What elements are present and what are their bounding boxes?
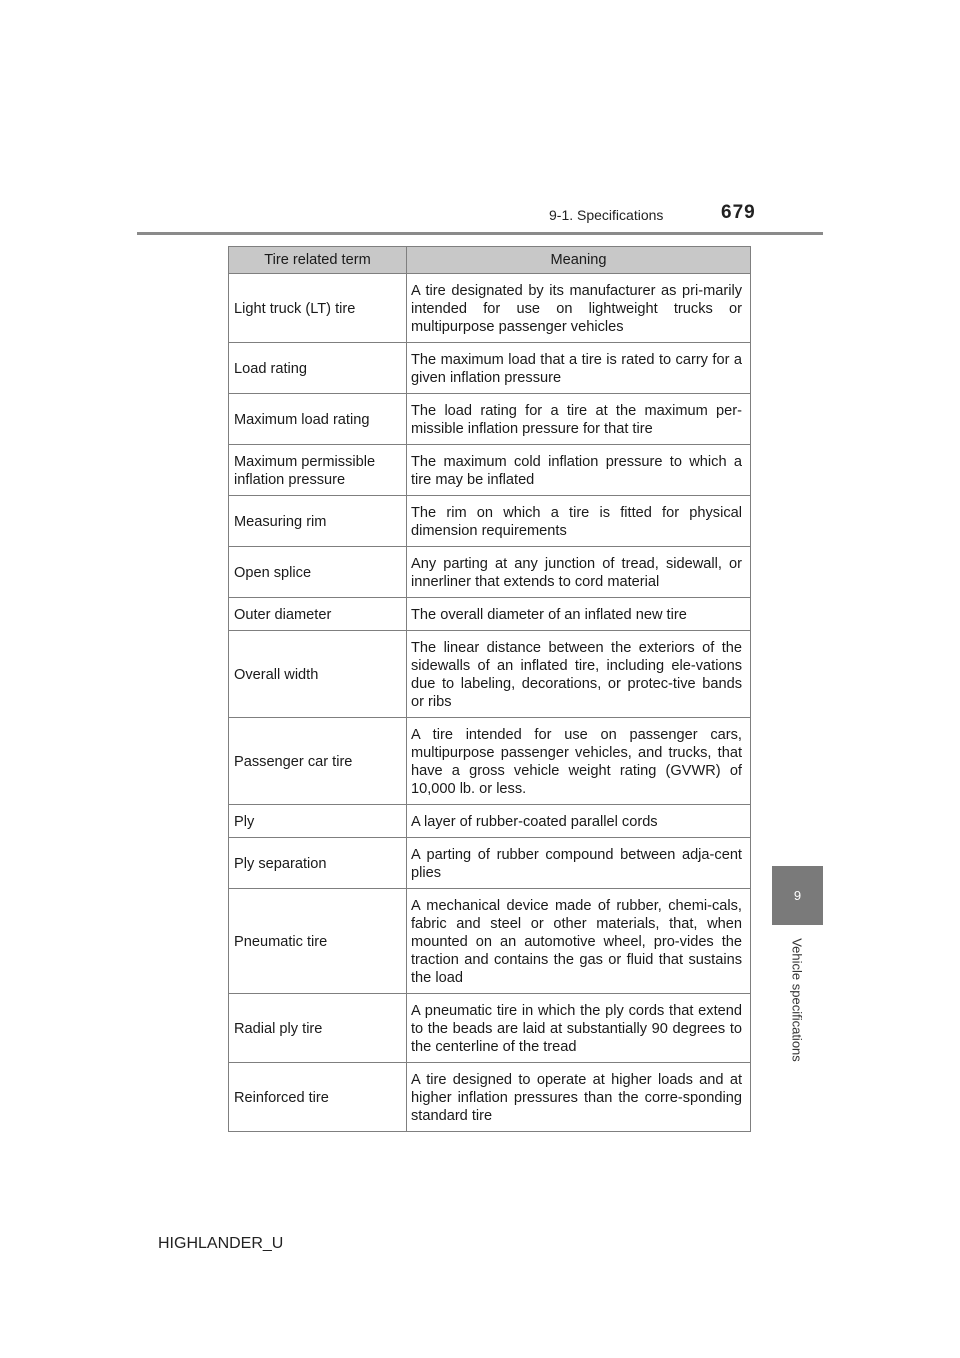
table-row [229, 994, 751, 1063]
table-row [229, 496, 751, 547]
table-row [229, 274, 751, 343]
meaning-cell: The overall diameter of an inflated new tire [407, 598, 751, 631]
term-cell: Radial ply tire [229, 994, 407, 1063]
table-row [229, 631, 751, 718]
meaning-cell: A parting of rubber compound between adja-cent plies [407, 838, 751, 889]
table-row [229, 838, 751, 889]
meaning-cell: A tire designated by its manufacturer as pri-marily intended for use on lightweight trucks or multipurpose passenger vehicles [407, 274, 751, 343]
meaning-cell: A pneumatic tire in which the ply cords that extend to the beads are laid at substantially 90 degrees to the centerline of the tread [407, 994, 751, 1063]
term-cell: Maximum load rating [229, 394, 407, 445]
table-row [229, 343, 751, 394]
meaning-cell: A layer of rubber-coated parallel cords [407, 805, 751, 838]
meaning-cell: A tire intended for use on passenger cars, multipurpose passenger vehicles, and trucks, that have a gross vehicle weight rating (GVWR) of 10,000 lb. or less. [407, 718, 751, 805]
term-cell: Maximum permissible inflation pressure [229, 445, 407, 496]
table-header-row [229, 247, 751, 274]
header-divider [137, 232, 823, 235]
term-cell: Ply [229, 805, 407, 838]
term-cell: Reinforced tire [229, 1063, 407, 1132]
meaning-cell: The maximum cold inflation pressure to which a tire may be inflated [407, 445, 751, 496]
meaning-cell: Any parting at any junction of tread, sidewall, or innerliner that extends to cord material [407, 547, 751, 598]
term-cell: Light truck (LT) tire [229, 274, 407, 343]
chapter-number: 9 [793, 888, 802, 903]
tire-terms-table [228, 246, 751, 1132]
column-header-term: Tire related term [229, 247, 407, 274]
table-row [229, 718, 751, 805]
meaning-cell: A tire designed to operate at higher loads and at higher inflation pressures than the corre-sponding standard tire [407, 1063, 751, 1132]
table-row [229, 394, 751, 445]
meaning-cell: The load rating for a tire at the maximum per-missible inflation pressure for that tire [407, 394, 751, 445]
term-cell: Overall width [229, 631, 407, 718]
page-number: 679 [721, 202, 756, 223]
term-cell: Pneumatic tire [229, 889, 407, 994]
section-title: 9-1. Specifications [549, 207, 664, 223]
chapter-tab[interactable] [772, 866, 823, 925]
model-code: HIGHLANDER_U [158, 1235, 284, 1252]
meaning-cell: The rim on which a tire is fitted for physical dimension requirements [407, 496, 751, 547]
term-cell: Passenger car tire [229, 718, 407, 805]
term-cell: Open splice [229, 547, 407, 598]
table-body [229, 274, 751, 1132]
table-row [229, 805, 751, 838]
meaning-cell: The maximum load that a tire is rated to carry for a given inflation pressure [407, 343, 751, 394]
meaning-cell: The linear distance between the exteriors of the sidewalls of an inflated tire, including ele-vations due to labeling, decorations, or protec-tive bands or ribs [407, 631, 751, 718]
table-row [229, 1063, 751, 1132]
term-cell: Load rating [229, 343, 407, 394]
chapter-title: Vehicle specifications [789, 938, 805, 1062]
table-row [229, 547, 751, 598]
term-cell: Outer diameter [229, 598, 407, 631]
meaning-cell: A mechanical device made of rubber, chemi-cals, fabric and steel or other materials, that, when mounted on an automotive wheel, pro-vides the traction and contains the gas or fluid that sustains the load [407, 889, 751, 994]
table-row [229, 445, 751, 496]
term-cell: Measuring rim [229, 496, 407, 547]
term-cell: Ply separation [229, 838, 407, 889]
table-row [229, 889, 751, 994]
table-row [229, 598, 751, 631]
column-header-meaning: Meaning [407, 247, 751, 274]
